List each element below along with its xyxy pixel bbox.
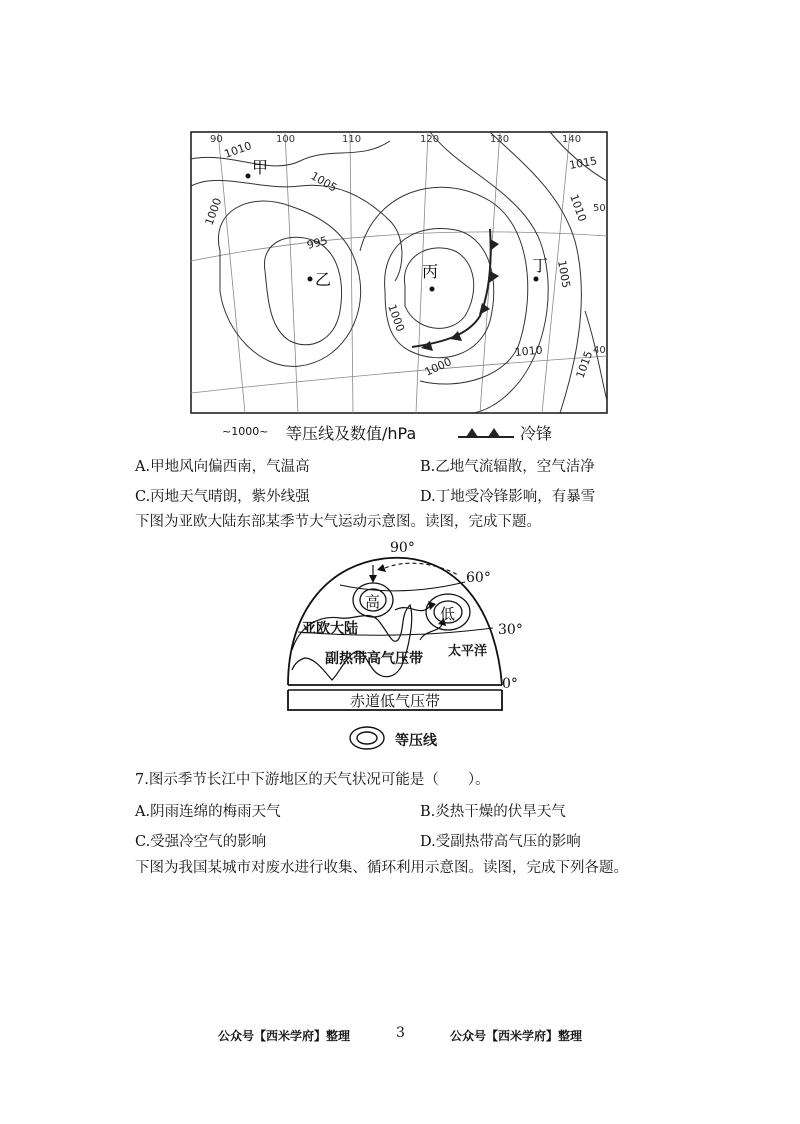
isobar-label: 995: [305, 233, 330, 252]
isobar-label: 1000: [422, 355, 454, 379]
q6-option-a[interactable]: A.甲地风向偏西南，气温高: [135, 459, 310, 475]
place-jia-label: 甲: [252, 158, 269, 177]
cold-front-legend-icon: [458, 427, 514, 439]
isobar-label: 1005: [555, 259, 573, 290]
intro-figure-3: 下图为我国某城市对废水进行收集、循环利用示意图。读图，完成下列各题。: [135, 860, 628, 876]
isobar-label: 1015: [568, 154, 599, 172]
isobar-label: 1015: [573, 349, 596, 381]
isobar-map: [190, 131, 608, 414]
lat-label: 40: [593, 345, 606, 356]
isobar-map-svg: [190, 131, 608, 414]
lon-label: 100: [276, 134, 296, 145]
isobar-legend-label: 等压线: [395, 733, 437, 749]
lat-60-label: 60°: [466, 570, 491, 586]
continent-label: 亚欧大陆: [302, 621, 358, 637]
q7-option-b[interactable]: B.炎热干燥的伏旱天气: [420, 804, 566, 820]
isobar-legend-icon: [348, 725, 386, 751]
isobar-label: 1005: [308, 169, 340, 195]
isobar-label: 1010: [567, 192, 589, 224]
lon-label: 130: [490, 134, 510, 145]
q7-option-d[interactable]: D.受副热带高气压的影响: [420, 834, 581, 850]
isobar-label: 1000: [202, 196, 225, 228]
lat-0-label: 0°: [502, 676, 518, 692]
lat-30-label: 30°: [498, 622, 523, 638]
place-yi-label: 乙: [315, 270, 332, 289]
q6-option-d[interactable]: D.丁地受冷锋影响，有暴雪: [420, 489, 596, 505]
isobar-map-legend: [222, 421, 602, 445]
isobar-label: 1000: [385, 302, 407, 334]
lon-label: 120: [420, 134, 440, 145]
lat-90-label: 90°: [390, 540, 415, 556]
low-pressure-label: 低: [440, 605, 456, 623]
lon-label: 110: [342, 134, 362, 145]
place-ding-dot: [534, 277, 539, 282]
place-ding-label: 丁: [532, 256, 549, 275]
q6-option-c[interactable]: C.丙地天气晴朗，紫外线强: [135, 489, 310, 505]
lon-label: 140: [562, 134, 582, 145]
place-jia-dot: [246, 174, 251, 179]
isobar-label: 1010: [222, 139, 254, 161]
lon-label: 90: [210, 134, 223, 145]
subtropical-high-label: 副热带高气压带: [325, 651, 423, 667]
equatorial-low-label: 赤道低气压带: [350, 692, 441, 710]
high-pressure-label: 高: [365, 593, 381, 611]
isobar-label: 1010: [514, 343, 544, 359]
place-bing-dot: [430, 287, 435, 292]
page-number: 3: [396, 1025, 405, 1041]
lat-label: 50: [593, 203, 606, 214]
legend-isobar-text: 等压线及数值/hPa: [286, 424, 417, 443]
place-bing-label: 丙: [422, 262, 439, 281]
q7-option-a[interactable]: A.阴雨连绵的梅雨天气: [135, 804, 281, 820]
q6-option-b[interactable]: B.乙地气流辐散，空气洁净: [420, 459, 595, 475]
place-yi-dot: [308, 277, 313, 282]
footer-left: 公众号【西米学府】整理: [218, 1029, 351, 1043]
legend-isobar-sample: ~1000~: [222, 425, 269, 438]
legend-front-text: 冷锋: [520, 424, 553, 443]
intro-figure-2: 下图为亚欧大陆东部某季节大气运动示意图。读图，完成下题。: [135, 514, 541, 530]
footer-right: 公众号【西米学府】整理: [450, 1029, 583, 1043]
ocean-label: 太平洋: [448, 644, 488, 659]
q7-option-c[interactable]: C.受强冷空气的影响: [135, 834, 267, 850]
atmosphere-diagram: [280, 540, 530, 755]
question-7-stem: 7.图示季节长江中下游地区的天气状况可能是（ ）。: [135, 772, 490, 788]
